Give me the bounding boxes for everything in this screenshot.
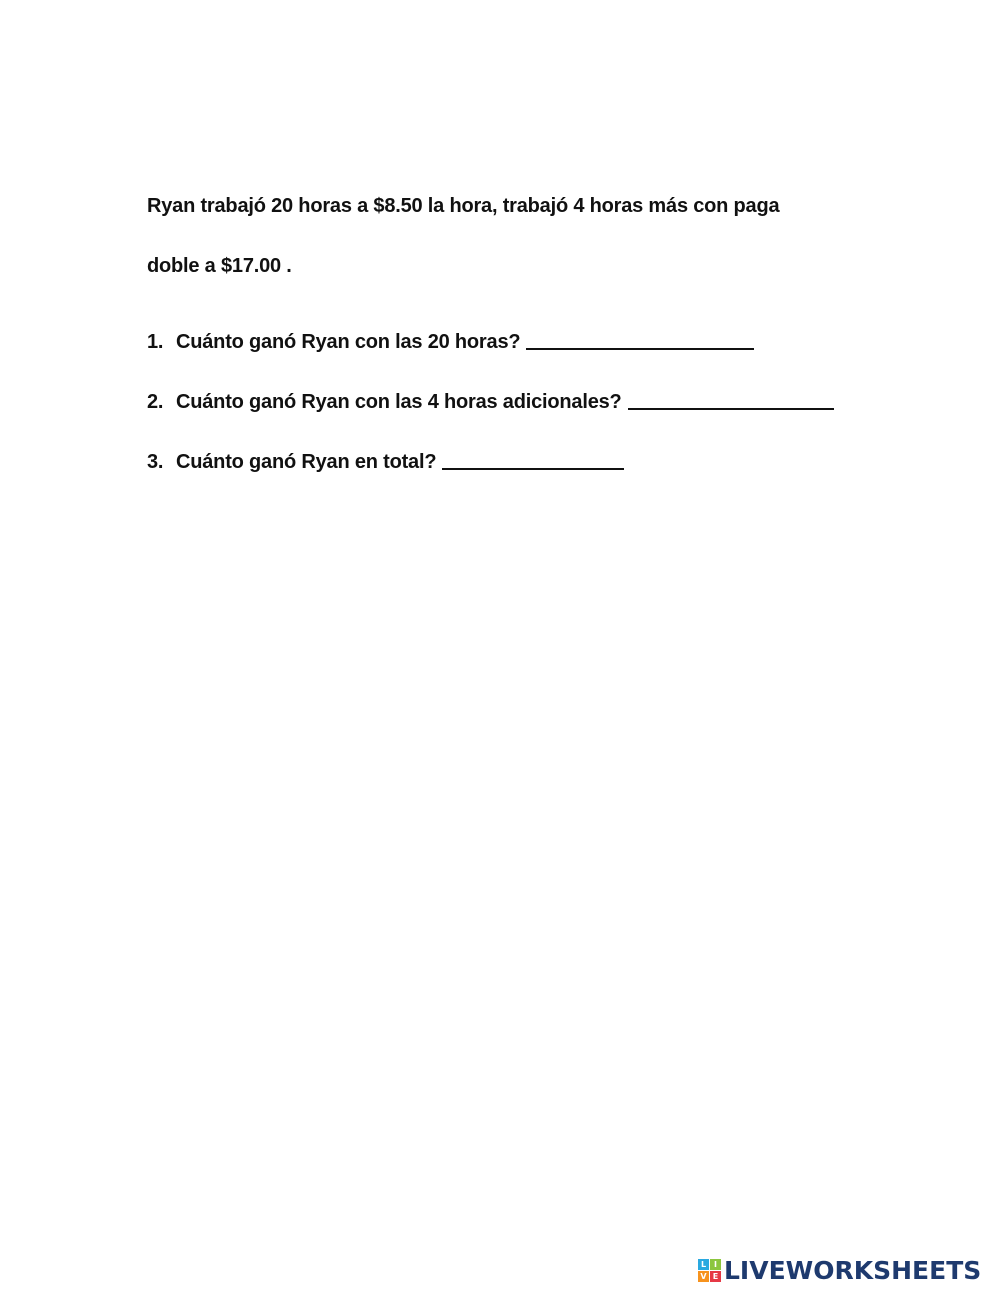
question-text: Cuánto ganó Ryan en total? [176,451,437,473]
question-number: 3. [147,451,164,473]
logo-icon [698,1259,721,1282]
logo-text: LIVEWORKSHEETS [724,1256,982,1285]
problem-statement-line-1: Ryan trabajó 20 horas a $8.50 la hora, trabajó 4 horas más con paga [147,195,780,217]
question-text: Cuánto ganó Ryan con las 4 horas adicionales? [176,391,622,413]
question-3 [147,448,624,472]
question-text: Cuánto ganó Ryan con las 20 horas? [176,331,521,353]
question-2 [147,388,834,412]
logo-cell: E [710,1271,721,1282]
problem-statement-line-2: doble a $17.00 . [147,255,292,277]
answer-blank-1[interactable] [526,330,754,350]
question-number: 1. [147,331,164,353]
logo-cell: L [698,1259,709,1270]
question-number: 2. [147,391,164,413]
answer-blank-3[interactable] [442,450,624,470]
question-1 [147,328,754,352]
answer-blank-2[interactable] [628,390,834,410]
liveworksheets-logo [698,1258,981,1283]
logo-cell: I [710,1259,721,1270]
logo-cell: V [698,1271,709,1282]
